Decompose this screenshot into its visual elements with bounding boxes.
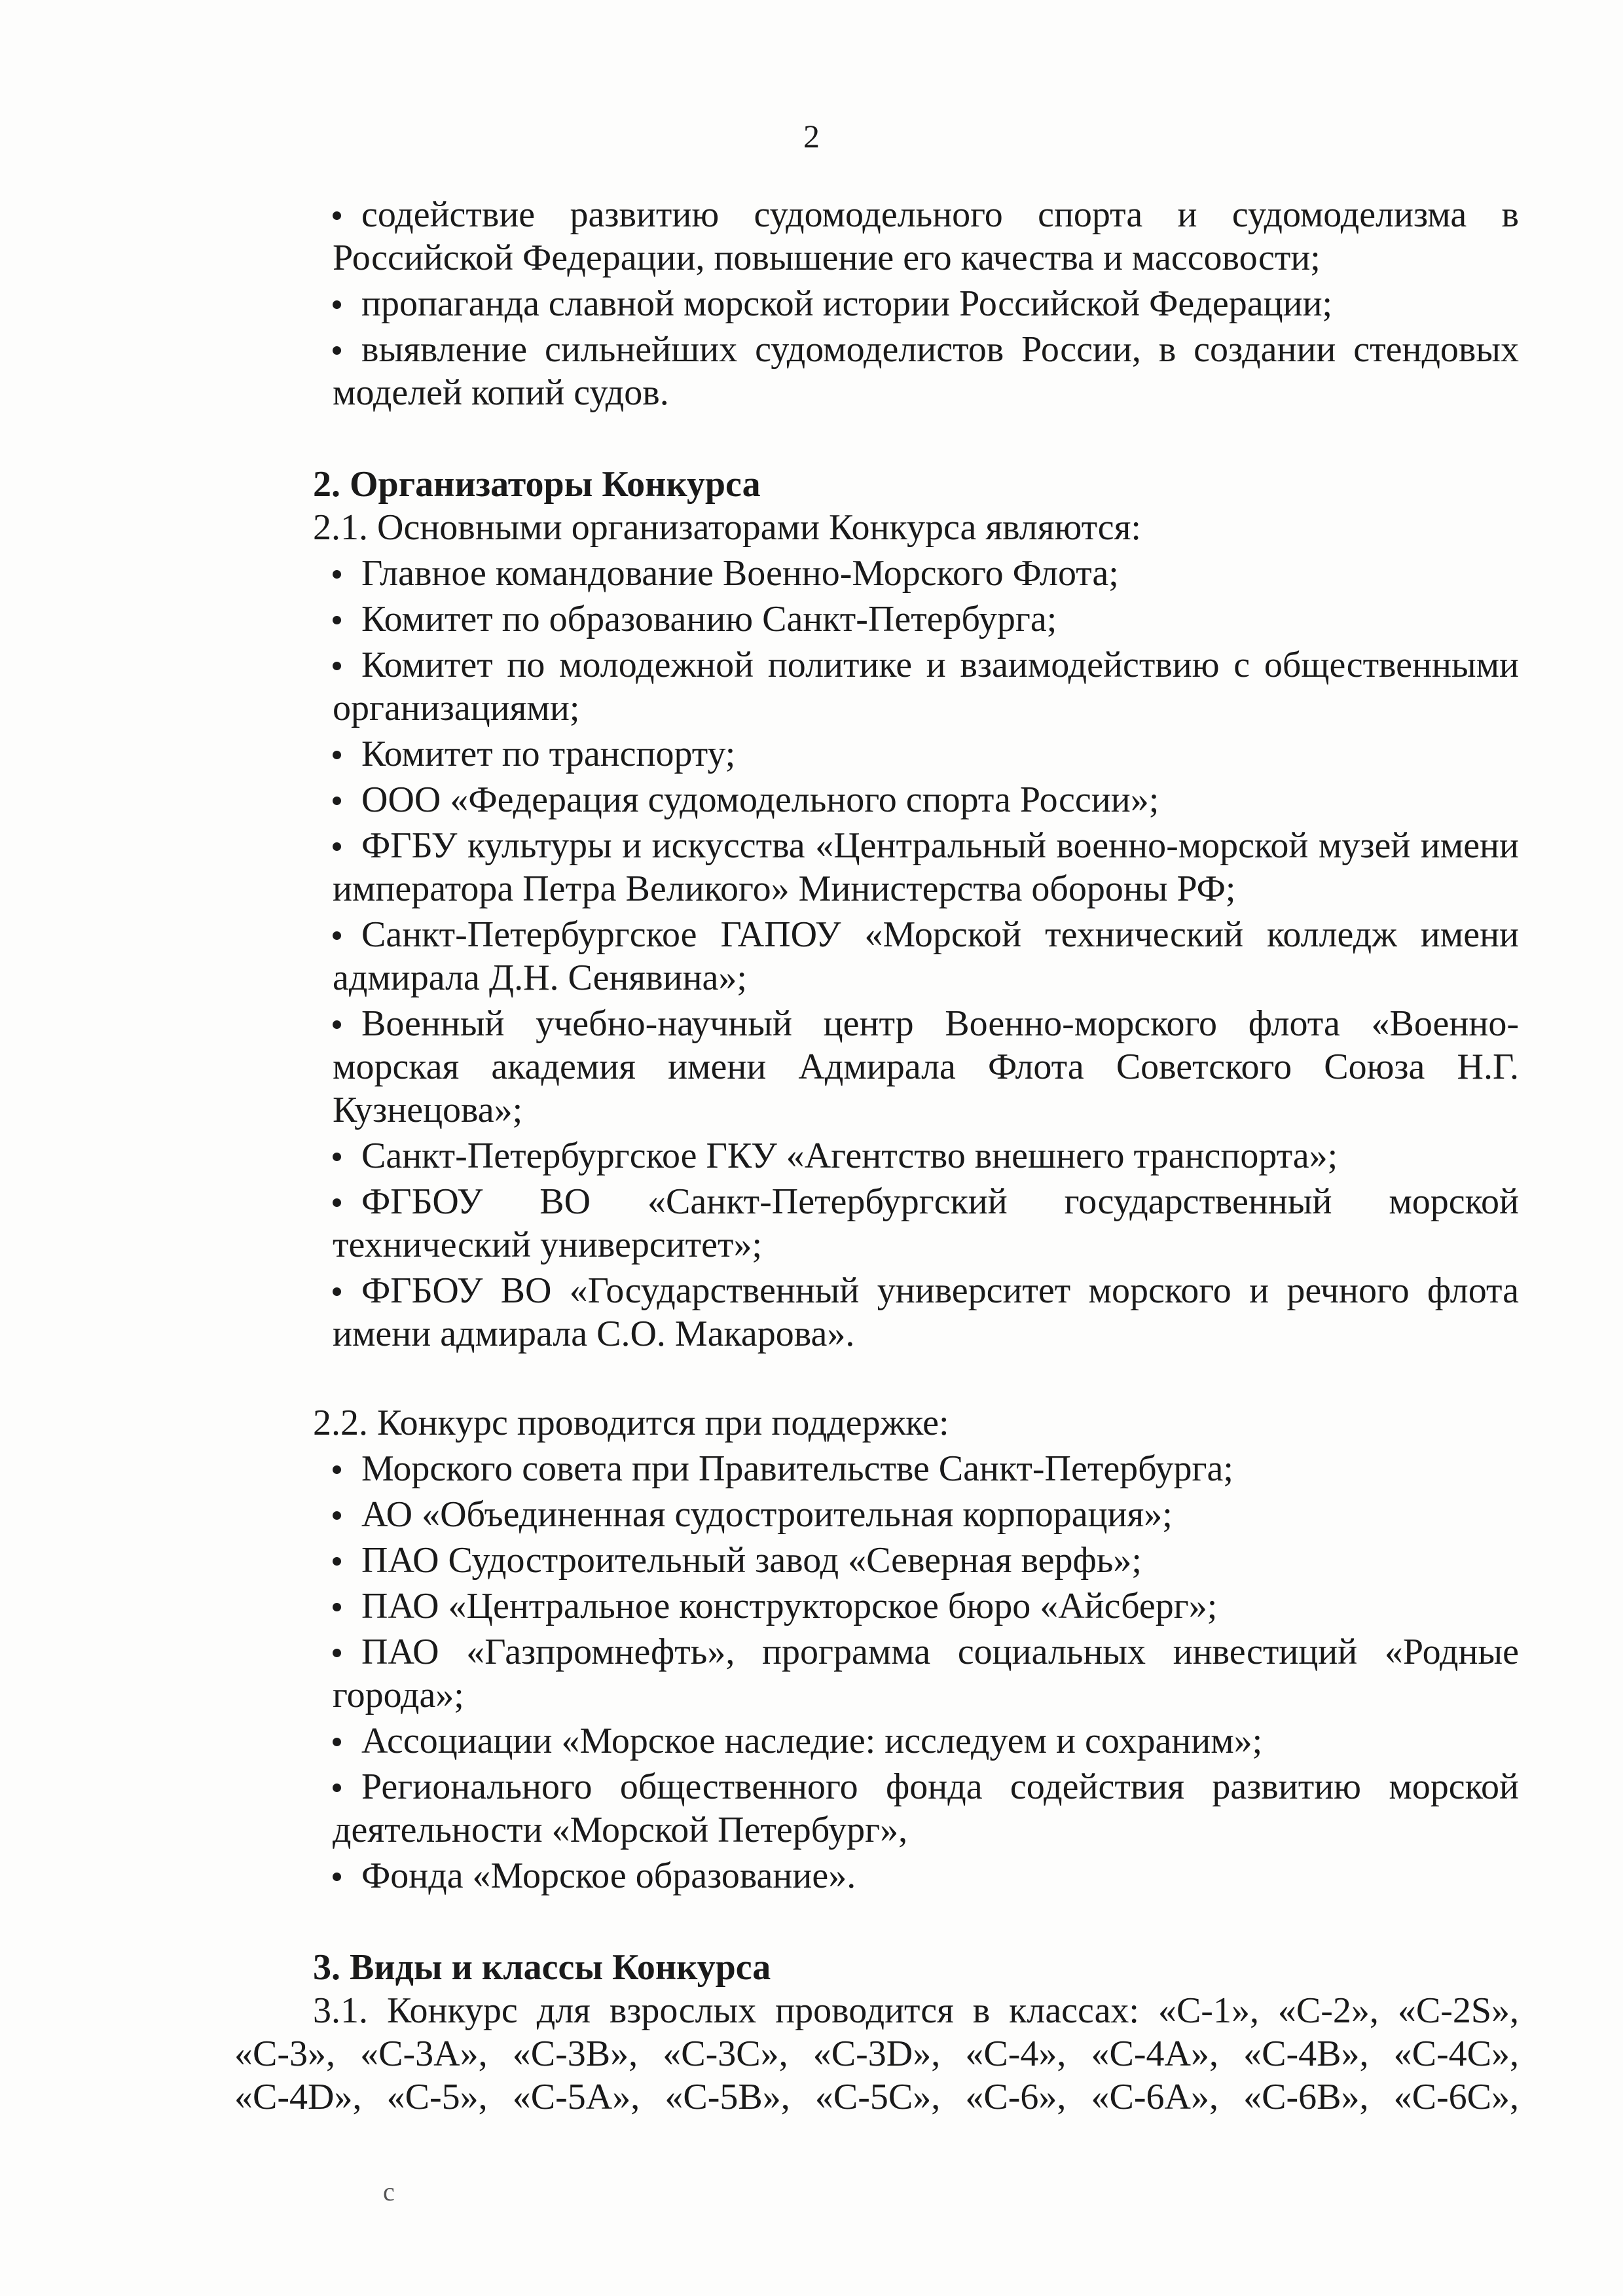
bullet-icon bbox=[333, 643, 361, 687]
footer-mark: с bbox=[383, 2177, 395, 2206]
section-heading: 3. Виды и классы Конкурса bbox=[313, 1947, 771, 1988]
bullet-icon bbox=[333, 913, 361, 956]
paragraph: 2.1. Основными организаторами Конкурса являются: bbox=[313, 507, 1141, 548]
paragraph-line: «С-3», «С-3А», «С-3В», «С-3С», «С-3D», «С-4», «С-4А», «С-4В», «С-4С», bbox=[234, 2034, 1519, 2074]
bullet-icon bbox=[333, 1539, 361, 1582]
list-item: Комитет по транспорту; bbox=[333, 732, 1519, 776]
list-item: Санкт-Петербургское ГАПОУ «Морской технический колледж имени адмирала Д.Н. Сенявина»; bbox=[333, 914, 1519, 998]
bullet-icon bbox=[333, 193, 361, 236]
bullet-icon bbox=[333, 328, 361, 371]
list-item: Комитет по образованию Санкт-Петербурга; bbox=[333, 598, 1519, 641]
list-item: ПАО Судостроительный завод «Северная верфь»; bbox=[333, 1539, 1519, 1582]
paragraph-line: «С-4D», «С-5», «С-5А», «С-5В», «С-5С», «С-6», «С-6А», «С-6В», «С-6С», bbox=[234, 2077, 1519, 2117]
list-item: ПАО «Центральное конструкторское бюро «Айсберг»; bbox=[333, 1585, 1519, 1628]
list-item: Санкт-Петербургское ГКУ «Агентство внешнего транспорта»; bbox=[333, 1134, 1519, 1177]
bullet-icon bbox=[333, 732, 361, 776]
bullet-icon bbox=[333, 1269, 361, 1312]
list-item: АО «Объединенная судостроительная корпорация»; bbox=[333, 1493, 1519, 1536]
list-item: Морского совета при Правительстве Санкт-Петербурга; bbox=[333, 1447, 1519, 1490]
list-item: ПАО «Газпромнефть», программа социальных инвестиций «Родные города»; bbox=[333, 1632, 1519, 1715]
bullet-icon bbox=[333, 1765, 361, 1808]
list-item: Главное командование Военно-Морского Флота; bbox=[333, 552, 1519, 595]
bullet-icon bbox=[333, 1134, 361, 1177]
bullet-icon bbox=[333, 1719, 361, 1763]
list-item: выявление сильнейших судомоделистов России, в создании стендовых моделей копий судов. bbox=[333, 329, 1519, 413]
bullet-icon bbox=[333, 1493, 361, 1536]
list-item: ООО «Федерация судомодельного спорта России»; bbox=[333, 778, 1519, 821]
paragraph-line: 3.1. Конкурс для взрослых проводится в классах: «С-1», «С-2», «С-2S», bbox=[313, 1990, 1519, 2031]
bullet-icon bbox=[333, 778, 361, 821]
bullet-icon bbox=[333, 824, 361, 867]
bullet-icon bbox=[333, 1180, 361, 1223]
bullet-icon bbox=[333, 1630, 361, 1674]
bullet-icon bbox=[333, 1002, 361, 1045]
list-item: Военный учебно-научный центр Военно-морского флота «Военно-морская академия имени Адмирала Флота Советского Союза Н.Г. Кузнецова»; bbox=[333, 1003, 1519, 1130]
list-item: ФГБОУ ВО «Санкт-Петербургский государственный морской технический университет»; bbox=[333, 1181, 1519, 1265]
bullet-icon bbox=[333, 1447, 361, 1490]
paragraph bbox=[234, 1989, 1519, 2119]
list-item: Комитет по молодежной политике и взаимодействию с общественными организациями; bbox=[333, 645, 1519, 728]
list-item: Фонда «Морское образование». bbox=[333, 1854, 1519, 1897]
list-item: ФГБУ культуры и искусства «Центральный военно-морской музей имени императора Петра Великого» Министерства обороны РФ; bbox=[333, 825, 1519, 909]
list-item: Ассоциации «Морское наследие: исследуем и сохраним»; bbox=[333, 1719, 1519, 1763]
bullet-icon bbox=[333, 552, 361, 595]
page-number: 2 bbox=[803, 118, 820, 154]
bullet-icon bbox=[333, 1585, 361, 1628]
list-item: Регионального общественного фонда содействия развитию морской деятельности «Морской Петербург», bbox=[333, 1767, 1519, 1850]
list-item: содействие развитию судомодельного спорта и судомоделизма в Российской Федерации, повышение его качества и массовости; bbox=[333, 194, 1519, 278]
list-item: пропаганда славной морской истории Российской Федерации; bbox=[333, 282, 1519, 325]
document-body bbox=[234, 193, 1519, 2119]
organizers-list bbox=[234, 552, 1519, 1355]
bullet-icon bbox=[333, 1854, 361, 1897]
section-heading: 2. Организаторы Конкурса bbox=[313, 464, 761, 505]
supporters-list bbox=[234, 1447, 1519, 1897]
bullet-icon bbox=[333, 598, 361, 641]
list-item: ФГБОУ ВО «Государственный университет морского и речного флота имени адмирала С.О. Макарова». bbox=[333, 1270, 1519, 1354]
paragraph: 2.2. Конкурс проводится при поддержке: bbox=[313, 1403, 949, 1443]
bullet-icon bbox=[333, 282, 361, 325]
